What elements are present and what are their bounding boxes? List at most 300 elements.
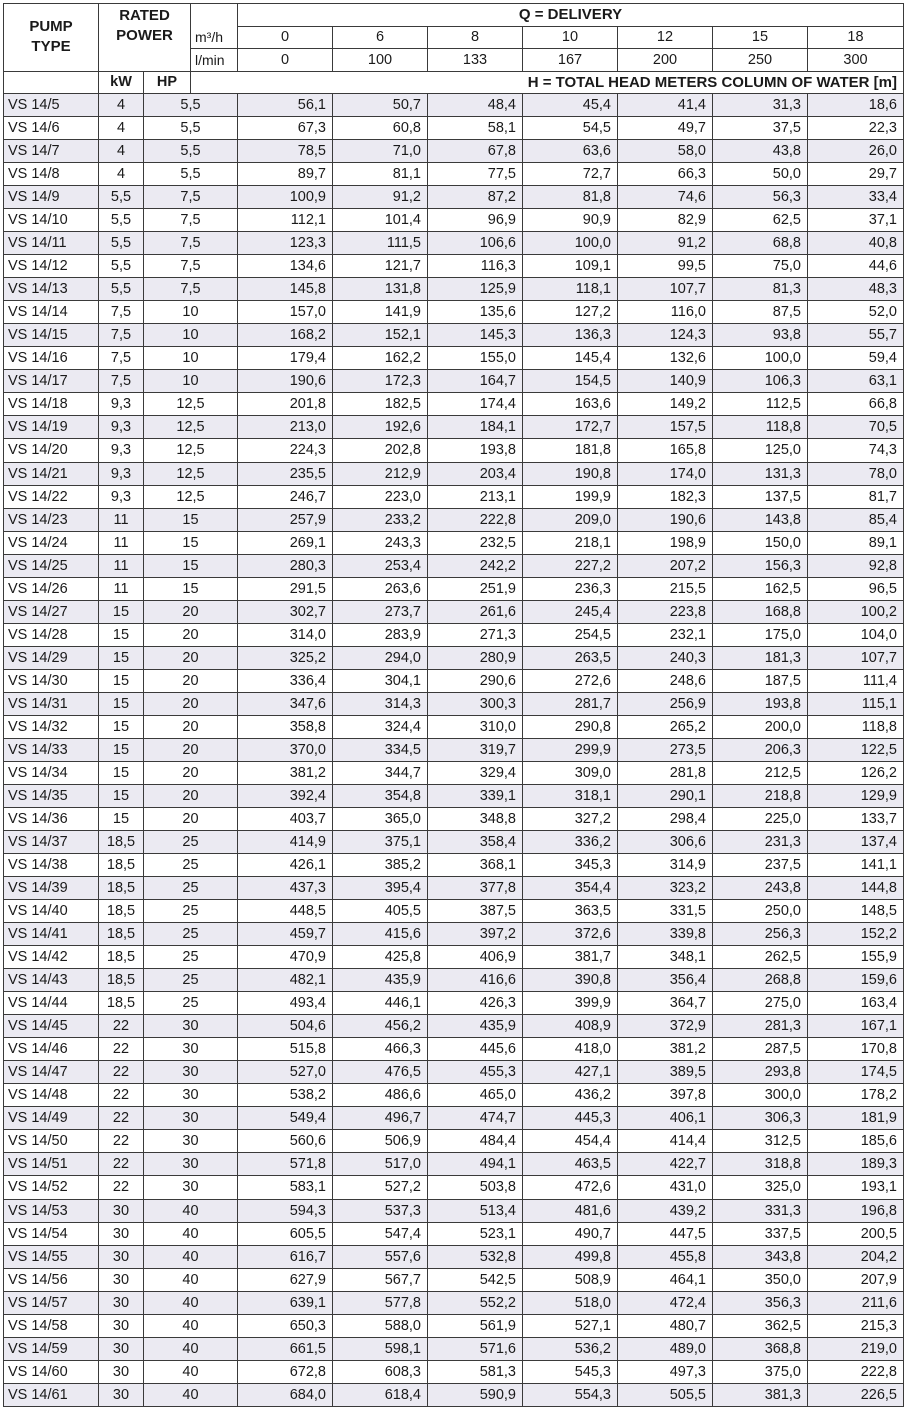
head-q8-cell: 232,5 (428, 531, 523, 554)
head-q0-cell: 527,0 (238, 1061, 333, 1084)
head-q12-cell: 372,9 (618, 1015, 713, 1038)
head-q0-cell: 56,1 (238, 94, 333, 117)
head-q0-cell: 168,2 (238, 324, 333, 347)
head-q6-cell: 598,1 (333, 1337, 428, 1360)
head-q8-cell: 329,4 (428, 761, 523, 784)
hp-cell: 40 (144, 1360, 238, 1383)
kw-cell: 22 (99, 1107, 144, 1130)
table-row (4, 94, 904, 117)
flow-m3h-0: 0 (238, 26, 333, 49)
pump-type-cell: VS 14/31 (4, 692, 99, 715)
head-q6-cell: 486,6 (333, 1084, 428, 1107)
head-q0-cell: 78,5 (238, 140, 333, 163)
head-q12-cell: 58,0 (618, 140, 713, 163)
head-q8-cell: 397,2 (428, 923, 523, 946)
hp-cell: 25 (144, 946, 238, 969)
head-q8-cell: 416,6 (428, 969, 523, 992)
table-row (4, 784, 904, 807)
head-q0-cell: 672,8 (238, 1360, 333, 1383)
table-row (4, 163, 904, 186)
pump-type-cell: VS 14/56 (4, 1268, 99, 1291)
kw-cell: 9,3 (99, 439, 144, 462)
head-q6-cell: 294,0 (333, 646, 428, 669)
head-q12-cell: 447,5 (618, 1222, 713, 1245)
head-q0-cell: 684,0 (238, 1383, 333, 1406)
kw-cell: 22 (99, 1176, 144, 1199)
hp-cell: 20 (144, 738, 238, 761)
head-q18-cell: 115,1 (808, 692, 904, 715)
head-q12-cell: 406,1 (618, 1107, 713, 1130)
head-q18-cell: 40,8 (808, 232, 904, 255)
kw-cell: 4 (99, 140, 144, 163)
head-q6-cell: 476,5 (333, 1061, 428, 1084)
head-q0-cell: 224,3 (238, 439, 333, 462)
head-q15-cell: 31,3 (713, 94, 808, 117)
kw-cell: 15 (99, 669, 144, 692)
head-q0-cell: 594,3 (238, 1199, 333, 1222)
head-q8-cell: 474,7 (428, 1107, 523, 1130)
head-q18-cell: 170,8 (808, 1038, 904, 1061)
table-row (4, 969, 904, 992)
kw-cell: 7,5 (99, 301, 144, 324)
kw-cell: 15 (99, 715, 144, 738)
head-q12-cell: 298,4 (618, 807, 713, 830)
pump-type-cell: VS 14/58 (4, 1314, 99, 1337)
head-q6-cell: 456,2 (333, 1015, 428, 1038)
head-q0-cell: 515,8 (238, 1038, 333, 1061)
head-q10-cell: 163,6 (523, 393, 618, 416)
table-row (4, 1291, 904, 1314)
table-row (4, 900, 904, 923)
head-q15-cell: 156,3 (713, 554, 808, 577)
table-row (4, 232, 904, 255)
head-q10-cell: 218,1 (523, 531, 618, 554)
hp-cell: 10 (144, 301, 238, 324)
pump-type-cell: VS 14/24 (4, 531, 99, 554)
head-q10-cell: 236,3 (523, 577, 618, 600)
head-q18-cell: 222,8 (808, 1360, 904, 1383)
kw-cell: 5,5 (99, 255, 144, 278)
head-q8-cell: 213,1 (428, 485, 523, 508)
head-q0-cell: 246,7 (238, 485, 333, 508)
head-q8-cell: 48,4 (428, 94, 523, 117)
pump-type-cell: VS 14/55 (4, 1245, 99, 1268)
kw-cell: 30 (99, 1245, 144, 1268)
head-q12-cell: 439,2 (618, 1199, 713, 1222)
head-q0-cell: 493,4 (238, 992, 333, 1015)
pump-type-cell: VS 14/41 (4, 923, 99, 946)
head-q12-cell: 207,2 (618, 554, 713, 577)
kw-cell: 5,5 (99, 186, 144, 209)
hp-cell: 10 (144, 347, 238, 370)
kw-cell: 18,5 (99, 831, 144, 854)
kw-cell: 15 (99, 623, 144, 646)
head-q15-cell: 50,0 (713, 163, 808, 186)
head-q0-cell: 67,3 (238, 117, 333, 140)
head-q12-cell: 82,9 (618, 209, 713, 232)
flow-lmin-5: 250 (713, 49, 808, 72)
head-q10-cell: 63,6 (523, 140, 618, 163)
head-q6-cell: 567,7 (333, 1268, 428, 1291)
head-q0-cell: 459,7 (238, 923, 333, 946)
head-q10-cell: 463,5 (523, 1153, 618, 1176)
head-q6-cell: 537,3 (333, 1199, 428, 1222)
head-q12-cell: 314,9 (618, 854, 713, 877)
kw-cell: 9,3 (99, 462, 144, 485)
head-q10-cell: 399,9 (523, 992, 618, 1015)
table-row (4, 393, 904, 416)
head-q0-cell: 470,9 (238, 946, 333, 969)
pump-type-cell: VS 14/18 (4, 393, 99, 416)
head-q0-cell: 157,0 (238, 301, 333, 324)
head-q18-cell: 70,5 (808, 416, 904, 439)
head-q6-cell: 375,1 (333, 831, 428, 854)
kw-cell: 15 (99, 738, 144, 761)
head-q18-cell: 181,9 (808, 1107, 904, 1130)
head-q18-cell: 96,5 (808, 577, 904, 600)
pump-type-cell: VS 14/16 (4, 347, 99, 370)
head-q0-cell: 661,5 (238, 1337, 333, 1360)
head-q0-cell: 302,7 (238, 600, 333, 623)
pump-type-cell: VS 14/36 (4, 807, 99, 830)
kw-cell: 30 (99, 1383, 144, 1406)
head-q15-cell: 175,0 (713, 623, 808, 646)
head-q12-cell: 157,5 (618, 416, 713, 439)
head-q18-cell: 33,4 (808, 186, 904, 209)
head-q15-cell: 312,5 (713, 1130, 808, 1153)
head-q15-cell: 325,0 (713, 1176, 808, 1199)
kw-cell: 4 (99, 94, 144, 117)
head-q12-cell: 356,4 (618, 969, 713, 992)
hp-cell: 25 (144, 923, 238, 946)
head-q12-cell: 381,2 (618, 1038, 713, 1061)
head-q18-cell: 29,7 (808, 163, 904, 186)
head-q15-cell: 331,3 (713, 1199, 808, 1222)
hp-cell: 10 (144, 324, 238, 347)
head-q18-cell: 163,4 (808, 992, 904, 1015)
head-q15-cell: 150,0 (713, 531, 808, 554)
head-q8-cell: 319,7 (428, 738, 523, 761)
head-q15-cell: 237,5 (713, 854, 808, 877)
kw-cell: 15 (99, 807, 144, 830)
head-q8-cell: 561,9 (428, 1314, 523, 1337)
head-q10-cell: 127,2 (523, 301, 618, 324)
table-row (4, 923, 904, 946)
pump-type-cell: VS 14/53 (4, 1199, 99, 1222)
head-q18-cell: 148,5 (808, 900, 904, 923)
head-q8-cell: 445,6 (428, 1038, 523, 1061)
hp-cell: 15 (144, 554, 238, 577)
pump-type-cell: VS 14/38 (4, 854, 99, 877)
hp-cell: 5,5 (144, 117, 238, 140)
head-q8-cell: 368,1 (428, 854, 523, 877)
head-q0-cell: 201,8 (238, 393, 333, 416)
hp-cell: 12,5 (144, 416, 238, 439)
unit-m3h-label: m³/h (191, 26, 238, 49)
hp-cell: 40 (144, 1337, 238, 1360)
head-q8-cell: 58,1 (428, 117, 523, 140)
pump-type-cell: VS 14/61 (4, 1383, 99, 1406)
hp-cell: 20 (144, 669, 238, 692)
head-q15-cell: 375,0 (713, 1360, 808, 1383)
head-q0-cell: 482,1 (238, 969, 333, 992)
head-q18-cell: 178,2 (808, 1084, 904, 1107)
head-q8-cell: 174,4 (428, 393, 523, 416)
head-q6-cell: 365,0 (333, 807, 428, 830)
head-q12-cell: 364,7 (618, 992, 713, 1015)
head-q15-cell: 100,0 (713, 347, 808, 370)
kw-cell: 11 (99, 531, 144, 554)
head-q10-cell: 390,8 (523, 969, 618, 992)
flow-m3h-1: 6 (333, 26, 428, 49)
head-q15-cell: 75,0 (713, 255, 808, 278)
kw-cell: 30 (99, 1360, 144, 1383)
head-q8-cell: 193,8 (428, 439, 523, 462)
kw-cell: 22 (99, 1084, 144, 1107)
pump-type-cell: VS 14/60 (4, 1360, 99, 1383)
hp-cell: 7,5 (144, 186, 238, 209)
pump-type-cell: VS 14/42 (4, 946, 99, 969)
head-q12-cell: 290,1 (618, 784, 713, 807)
kw-cell: 22 (99, 1061, 144, 1084)
head-q12-cell: 74,6 (618, 186, 713, 209)
table-row (4, 1130, 904, 1153)
head-q8-cell: 377,8 (428, 877, 523, 900)
head-q12-cell: 232,1 (618, 623, 713, 646)
table-row (4, 1314, 904, 1337)
pump-type-cell: VS 14/11 (4, 232, 99, 255)
table-row (4, 992, 904, 1015)
head-q15-cell: 300,0 (713, 1084, 808, 1107)
kw-cell: 30 (99, 1291, 144, 1314)
head-q15-cell: 56,3 (713, 186, 808, 209)
head-q12-cell: 124,3 (618, 324, 713, 347)
head-q12-cell: 472,4 (618, 1291, 713, 1314)
head-q18-cell: 167,1 (808, 1015, 904, 1038)
head-q15-cell: 206,3 (713, 738, 808, 761)
head-q18-cell: 226,5 (808, 1383, 904, 1406)
head-q12-cell: 248,6 (618, 669, 713, 692)
head-q15-cell: 81,3 (713, 278, 808, 301)
kw-cell: 7,5 (99, 347, 144, 370)
pump-type-cell: VS 14/54 (4, 1222, 99, 1245)
pump-type-cell: VS 14/12 (4, 255, 99, 278)
pump-type-cell: VS 14/32 (4, 715, 99, 738)
pump-type-cell: VS 14/17 (4, 370, 99, 393)
pump-type-cell: VS 14/26 (4, 577, 99, 600)
head-q10-cell: 145,4 (523, 347, 618, 370)
hp-cell: 12,5 (144, 439, 238, 462)
hp-cell: 5,5 (144, 94, 238, 117)
hp-cell: 12,5 (144, 485, 238, 508)
hp-cell: 7,5 (144, 232, 238, 255)
head-q18-cell: 107,7 (808, 646, 904, 669)
kw-cell: 4 (99, 117, 144, 140)
head-q15-cell: 68,8 (713, 232, 808, 255)
pump-type-cell: VS 14/10 (4, 209, 99, 232)
flow-lmin-0: 0 (238, 49, 333, 72)
pump-type-cell: VS 14/21 (4, 462, 99, 485)
head-q15-cell: 37,5 (713, 117, 808, 140)
head-q18-cell: 189,3 (808, 1153, 904, 1176)
hp-cell: 15 (144, 577, 238, 600)
table-row (4, 738, 904, 761)
head-q18-cell: 141,1 (808, 854, 904, 877)
table-row (4, 1268, 904, 1291)
head-q10-cell: 318,1 (523, 784, 618, 807)
head-q12-cell: 480,7 (618, 1314, 713, 1337)
hp-cell: 30 (144, 1153, 238, 1176)
kw-cell: 5,5 (99, 232, 144, 255)
head-q8-cell: 271,3 (428, 623, 523, 646)
head-q10-cell: 372,6 (523, 923, 618, 946)
hp-cell: 12,5 (144, 393, 238, 416)
hp-cell: 12,5 (144, 462, 238, 485)
head-q8-cell: 435,9 (428, 1015, 523, 1038)
head-q12-cell: 464,1 (618, 1268, 713, 1291)
head-q10-cell: 508,9 (523, 1268, 618, 1291)
head-q8-cell: 542,5 (428, 1268, 523, 1291)
hp-cell: 30 (144, 1015, 238, 1038)
head-q18-cell: 152,2 (808, 923, 904, 946)
hp-cell: 40 (144, 1245, 238, 1268)
head-q0-cell: 538,2 (238, 1084, 333, 1107)
flow-m3h-6: 18 (808, 26, 904, 49)
head-q18-cell: 63,1 (808, 370, 904, 393)
head-q12-cell: 240,3 (618, 646, 713, 669)
head-q6-cell: 557,6 (333, 1245, 428, 1268)
table-row (4, 623, 904, 646)
head-q10-cell: 172,7 (523, 416, 618, 439)
head-q15-cell: 256,3 (713, 923, 808, 946)
table-row (4, 1222, 904, 1245)
head-q6-cell: 618,4 (333, 1383, 428, 1406)
head-q15-cell: 187,5 (713, 669, 808, 692)
table-row (4, 1015, 904, 1038)
head-q15-cell: 62,5 (713, 209, 808, 232)
head-q12-cell: 91,2 (618, 232, 713, 255)
hp-cell: 20 (144, 600, 238, 623)
head-q8-cell: 164,7 (428, 370, 523, 393)
table-row (4, 646, 904, 669)
head-q8-cell: 387,5 (428, 900, 523, 923)
pump-type-cell: VS 14/51 (4, 1153, 99, 1176)
flow-lmin-2: 133 (428, 49, 523, 72)
pump-type-cell: VS 14/9 (4, 186, 99, 209)
head-q15-cell: 225,0 (713, 807, 808, 830)
head-q18-cell: 207,9 (808, 1268, 904, 1291)
head-q18-cell: 59,4 (808, 347, 904, 370)
pump-type-cell: VS 14/52 (4, 1176, 99, 1199)
kw-cell: 30 (99, 1268, 144, 1291)
hp-cell: 20 (144, 761, 238, 784)
table-row (4, 946, 904, 969)
head-q8-cell: 503,8 (428, 1176, 523, 1199)
head-q18-cell: 174,5 (808, 1061, 904, 1084)
pump-type-cell: VS 14/8 (4, 163, 99, 186)
head-q10-cell: 445,3 (523, 1107, 618, 1130)
head-q6-cell: 243,3 (333, 531, 428, 554)
hp-cell: 7,5 (144, 255, 238, 278)
head-q18-cell: 111,4 (808, 669, 904, 692)
pump-type-cell: VS 14/23 (4, 508, 99, 531)
kw-cell: 7,5 (99, 370, 144, 393)
pump-type-cell: VS 14/35 (4, 784, 99, 807)
hp-cell: 40 (144, 1222, 238, 1245)
head-q6-cell: 131,8 (333, 278, 428, 301)
head-q0-cell: 213,0 (238, 416, 333, 439)
head-q15-cell: 218,8 (713, 784, 808, 807)
flow-m3h-5: 15 (713, 26, 808, 49)
head-q12-cell: 397,8 (618, 1084, 713, 1107)
head-q15-cell: 281,3 (713, 1015, 808, 1038)
pump-type-cell: VS 14/44 (4, 992, 99, 1015)
hp-cell: 5,5 (144, 140, 238, 163)
head-q0-cell: 179,4 (238, 347, 333, 370)
head-q12-cell: 331,5 (618, 900, 713, 923)
pump-type-cell: VS 14/7 (4, 140, 99, 163)
head-q6-cell: 101,4 (333, 209, 428, 232)
hp-cell: 30 (144, 1061, 238, 1084)
head-q6-cell: 91,2 (333, 186, 428, 209)
head-q0-cell: 257,9 (238, 508, 333, 531)
head-q6-cell: 233,2 (333, 508, 428, 531)
head-q8-cell: 581,3 (428, 1360, 523, 1383)
table-row (4, 1153, 904, 1176)
head-q0-cell: 650,3 (238, 1314, 333, 1337)
head-q6-cell: 608,3 (333, 1360, 428, 1383)
pump-type-cell: VS 14/5 (4, 94, 99, 117)
kw-cell: 18,5 (99, 900, 144, 923)
kw-cell: 15 (99, 761, 144, 784)
head-q10-cell: 309,0 (523, 761, 618, 784)
table-row (4, 255, 904, 278)
head-q15-cell: 362,5 (713, 1314, 808, 1337)
head-q10-cell: 299,9 (523, 738, 618, 761)
head-q18-cell: 37,1 (808, 209, 904, 232)
head-q12-cell: 489,0 (618, 1337, 713, 1360)
head-q6-cell: 334,5 (333, 738, 428, 761)
head-q10-cell: 136,3 (523, 324, 618, 347)
head-q18-cell: 18,6 (808, 94, 904, 117)
table-row (4, 761, 904, 784)
head-q6-cell: 395,4 (333, 877, 428, 900)
hp-cell: 20 (144, 692, 238, 715)
table-row (4, 1176, 904, 1199)
head-q12-cell: 414,4 (618, 1130, 713, 1153)
head-q15-cell: 193,8 (713, 692, 808, 715)
pump-type-cell: VS 14/6 (4, 117, 99, 140)
head-q18-cell: 48,3 (808, 278, 904, 301)
head-q12-cell: 281,8 (618, 761, 713, 784)
head-q8-cell: 552,2 (428, 1291, 523, 1314)
head-q10-cell: 254,5 (523, 623, 618, 646)
hp-cell: 20 (144, 715, 238, 738)
rated-power-header: RATED POWER (99, 4, 191, 72)
head-q18-cell: 137,4 (808, 831, 904, 854)
pump-type-cell: VS 14/45 (4, 1015, 99, 1038)
hp-cell: 10 (144, 370, 238, 393)
hp-cell: 15 (144, 508, 238, 531)
kw-cell: 18,5 (99, 923, 144, 946)
head-q15-cell: 287,5 (713, 1038, 808, 1061)
kw-cell: 15 (99, 784, 144, 807)
head-q8-cell: 590,9 (428, 1383, 523, 1406)
table-row (4, 669, 904, 692)
head-q0-cell: 426,1 (238, 854, 333, 877)
hp-cell: 40 (144, 1291, 238, 1314)
head-q12-cell: 389,5 (618, 1061, 713, 1084)
